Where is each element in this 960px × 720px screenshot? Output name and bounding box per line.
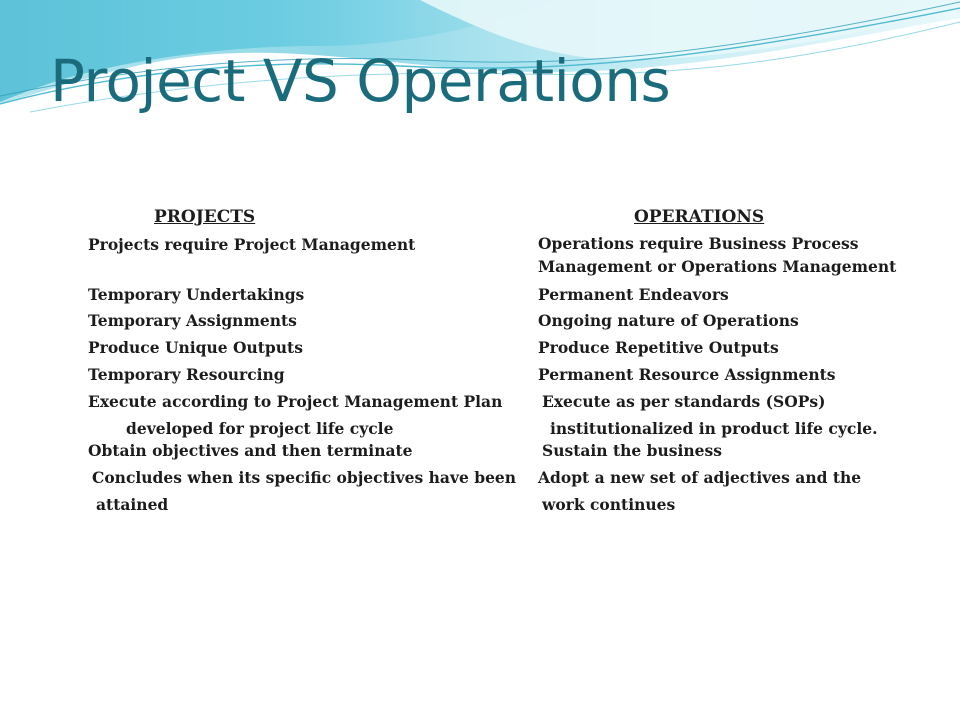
- operations-adopt-continuation: work continues: [542, 495, 676, 514]
- projects-concludes-text: Concludes when its specific objectives have been: [92, 468, 517, 487]
- operations-sustain-text: Sustain the business: [542, 441, 722, 460]
- operations-management-text: Operations require Business Process Management or Operations Management: [538, 234, 897, 276]
- operations-endeavors-text: Permanent Endeavors: [538, 285, 729, 304]
- projects-execute-text: Execute according to Project Management Plan: [88, 392, 503, 411]
- projects-execute-continuation: developed for project life cycle: [126, 419, 394, 438]
- projects-management-text: Projects require Project Management: [88, 235, 416, 254]
- slide-title: Project VS Operations: [50, 47, 671, 115]
- operations-execute-continuation: institutionalized in product life cycle.: [550, 419, 878, 438]
- operations-execute-text: Execute as per standards (SOPs): [542, 392, 826, 411]
- projects-objectives-text: Obtain objectives and then terminate: [88, 441, 413, 460]
- operations-adopt-text: Adopt a new set of adjectives and the: [538, 468, 862, 487]
- operations-column-header: OPERATIONS: [634, 207, 765, 227]
- projects-concludes-continuation: attained: [96, 495, 169, 514]
- operations-outputs-text: Produce Repetitive Outputs: [538, 338, 779, 357]
- projects-column-header: PROJECTS: [154, 207, 256, 227]
- operations-nature-text: Ongoing nature of Operations: [538, 311, 799, 330]
- projects-outputs-text: Produce Unique Outputs: [88, 338, 303, 357]
- projects-assignments-text: Temporary Assignments: [88, 311, 297, 330]
- projects-undertakings-text: Temporary Undertakings: [88, 285, 305, 304]
- projects-resourcing-text: Temporary Resourcing: [88, 365, 285, 384]
- operations-resources-text: Permanent Resource Assignments: [538, 365, 836, 384]
